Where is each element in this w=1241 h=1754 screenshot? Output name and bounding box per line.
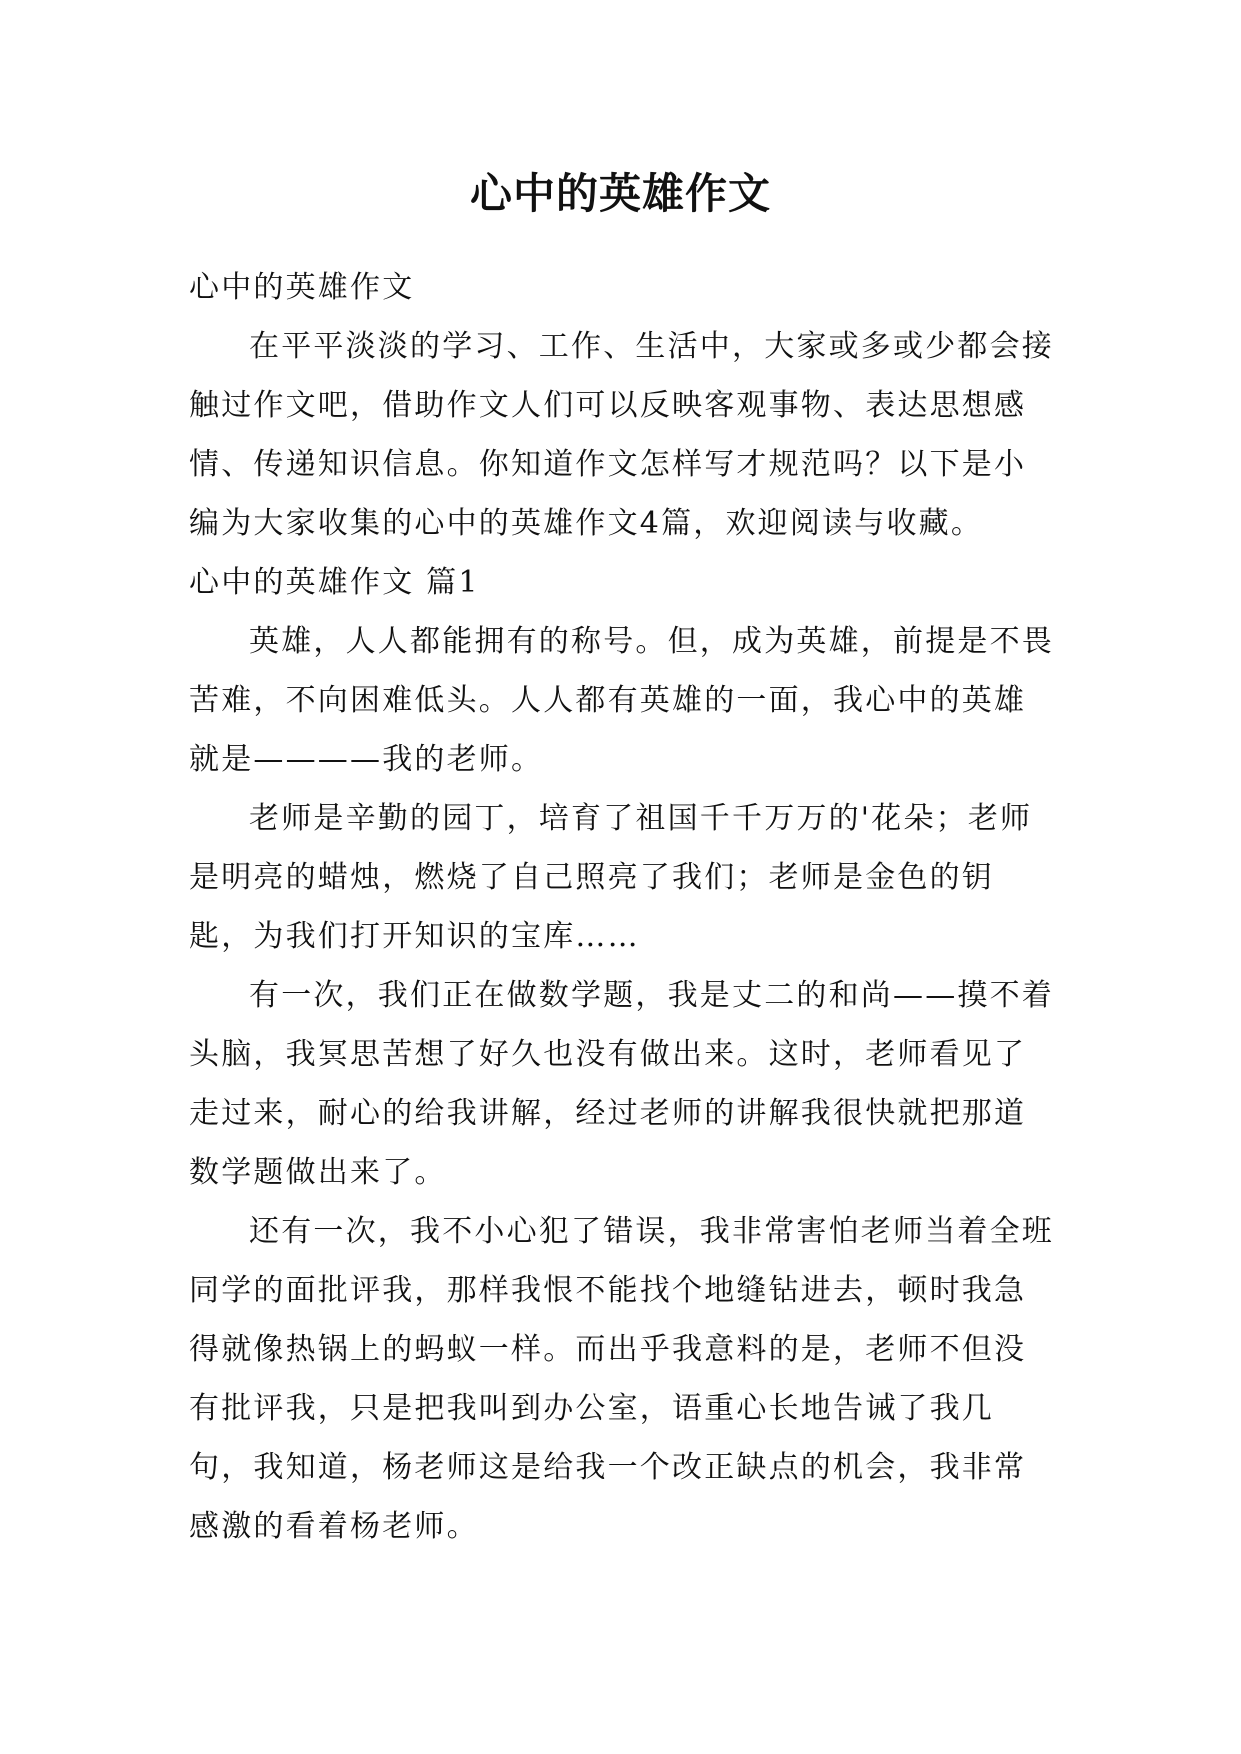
body-paragraph-3: 有一次，我们正在做数学题，我是丈二的和尚——摸不着头脑，我冥思苦想了好久也没有做出来。这时，老师看见了走过来，耐心的给我讲解，经过老师的讲解我很快就把那道数学题做出来了。 [189, 978, 1054, 1190]
intro-paragraph: 在平平淡淡的学习、工作、生活中，大家或多或少都会接触过作文吧，借助作文人们可以反映客观事物、表达思想感情、传递知识信息。你知道作文怎样写才规范吗？以下是小编为大家收集的心中的英雄作文4篇，欢迎阅读与收藏。 [189, 329, 1054, 541]
section-heading: 心中的英雄作文 篇1 [189, 565, 480, 600]
document-subtitle: 心中的英雄作文 [189, 270, 415, 305]
document-body [189, 258, 1054, 1556]
page-title: 心中的英雄作文 [469, 169, 771, 219]
body-paragraph-2: 老师是辛勤的园丁，培育了祖国千千万万的'花朵；老师是明亮的蜡烛，燃烧了自己照亮了我们；老师是金色的钥匙，为我们打开知识的宝库…… [189, 801, 1033, 954]
body-paragraph-1: 英雄，人人都能拥有的称号。但，成为英雄，前提是不畏苦难，不向困难低头。人人都有英雄的一面，我心中的英雄就是————我的老师。 [189, 624, 1054, 777]
body-paragraph-4: 还有一次，我不小心犯了错误，我非常害怕老师当着全班同学的面批评我，那样我恨不能找个地缝钻进去，顿时我急得就像热锅上的蚂蚁一样。而出乎我意料的是，老师不但没有批评我，只是把我叫到办公室，语重心长地告诫了我几句，我知道，杨老师这是给我一个改正缺点的机会，我非常感激的看着杨老师。 [189, 1214, 1054, 1544]
